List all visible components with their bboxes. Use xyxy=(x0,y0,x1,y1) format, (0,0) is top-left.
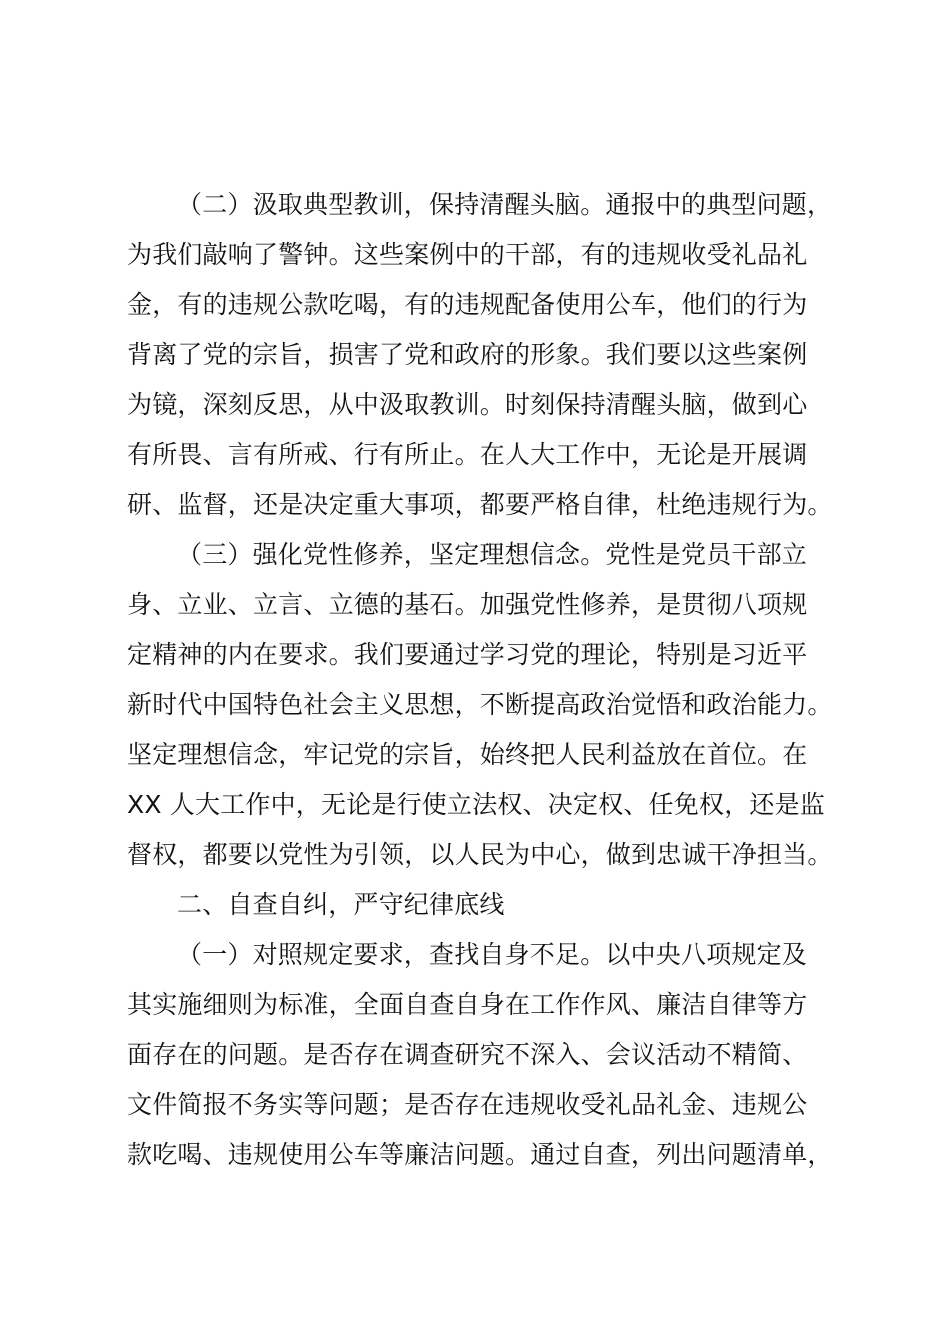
paragraph-2-line-2: 为我们敲响了警钟。这些案例中的干部，有的违规收受礼品礼 xyxy=(127,240,808,269)
paragraph-2-line-7: 研、监督，还是决定重大事项，都要严格自律，杜绝违规行为。 xyxy=(127,490,833,519)
paragraph-2-line-6: 有所畏、言有所戒、行有所止。在人大工作中，无论是开展调 xyxy=(127,440,808,469)
paragraph-3-line-3: 定精神的内在要求。我们要通过学习党的理论，特别是习近平 xyxy=(127,640,808,669)
paragraph-3-line-1: （三）强化党性修养，坚定理想信念。党性是党员干部立 xyxy=(177,540,808,569)
paragraph-4-line-5: 款吃喝、违规使用公车等廉洁问题。通过自查，列出问题清单， xyxy=(127,1140,833,1169)
paragraph-2-line-4: 背离了党的宗旨，损害了党和政府的形象。我们要以这些案例 xyxy=(127,340,808,369)
paragraph-4-line-1: （一）对照规定要求，查找自身不足。以中央八项规定及 xyxy=(177,940,808,969)
paragraph-3-line-7: 督权，都要以党性为引领，以人民为中心，做到忠诚干净担当。 xyxy=(127,840,833,869)
paragraph-4-line-4: 文件简报不务实等问题；是否存在违规收受礼品礼金、违规公 xyxy=(127,1090,808,1119)
paragraph-3-line-2: 身、立业、立言、立德的基石。加强党性修养，是贯彻八项规 xyxy=(127,590,808,619)
paragraph-4-line-3: 面存在的问题。是否存在调查研究不深入、会议活动不精简、 xyxy=(127,1040,808,1069)
paragraph-2-line-1: （二）汲取典型教训，保持清醒头脑。通报中的典型问题， xyxy=(177,190,833,219)
paragraph-3-line-6: XX 人大工作中，无论是行使立法权、决定权、任免权，还是监 xyxy=(127,790,826,819)
section-heading: 二、自查自纠，严守纪律底线 xyxy=(177,890,505,919)
paragraph-3-line-4: 新时代中国特色社会主义思想，不断提高政治觉悟和政治能力。 xyxy=(127,690,833,719)
paragraph-2-line-3: 金，有的违规公款吃喝，有的违规配备使用公车，他们的行为 xyxy=(127,290,808,319)
document-body xyxy=(127,180,862,1180)
paragraph-4-line-2: 其实施细则为标准，全面自查自身在工作作风、廉洁自律等方 xyxy=(127,990,808,1019)
paragraph-2-line-5: 为镜，深刻反思，从中汲取教训。时刻保持清醒头脑，做到心 xyxy=(127,390,808,419)
paragraph-3-line-5: 坚定理想信念，牢记党的宗旨，始终把人民利益放在首位。在 xyxy=(127,740,808,769)
